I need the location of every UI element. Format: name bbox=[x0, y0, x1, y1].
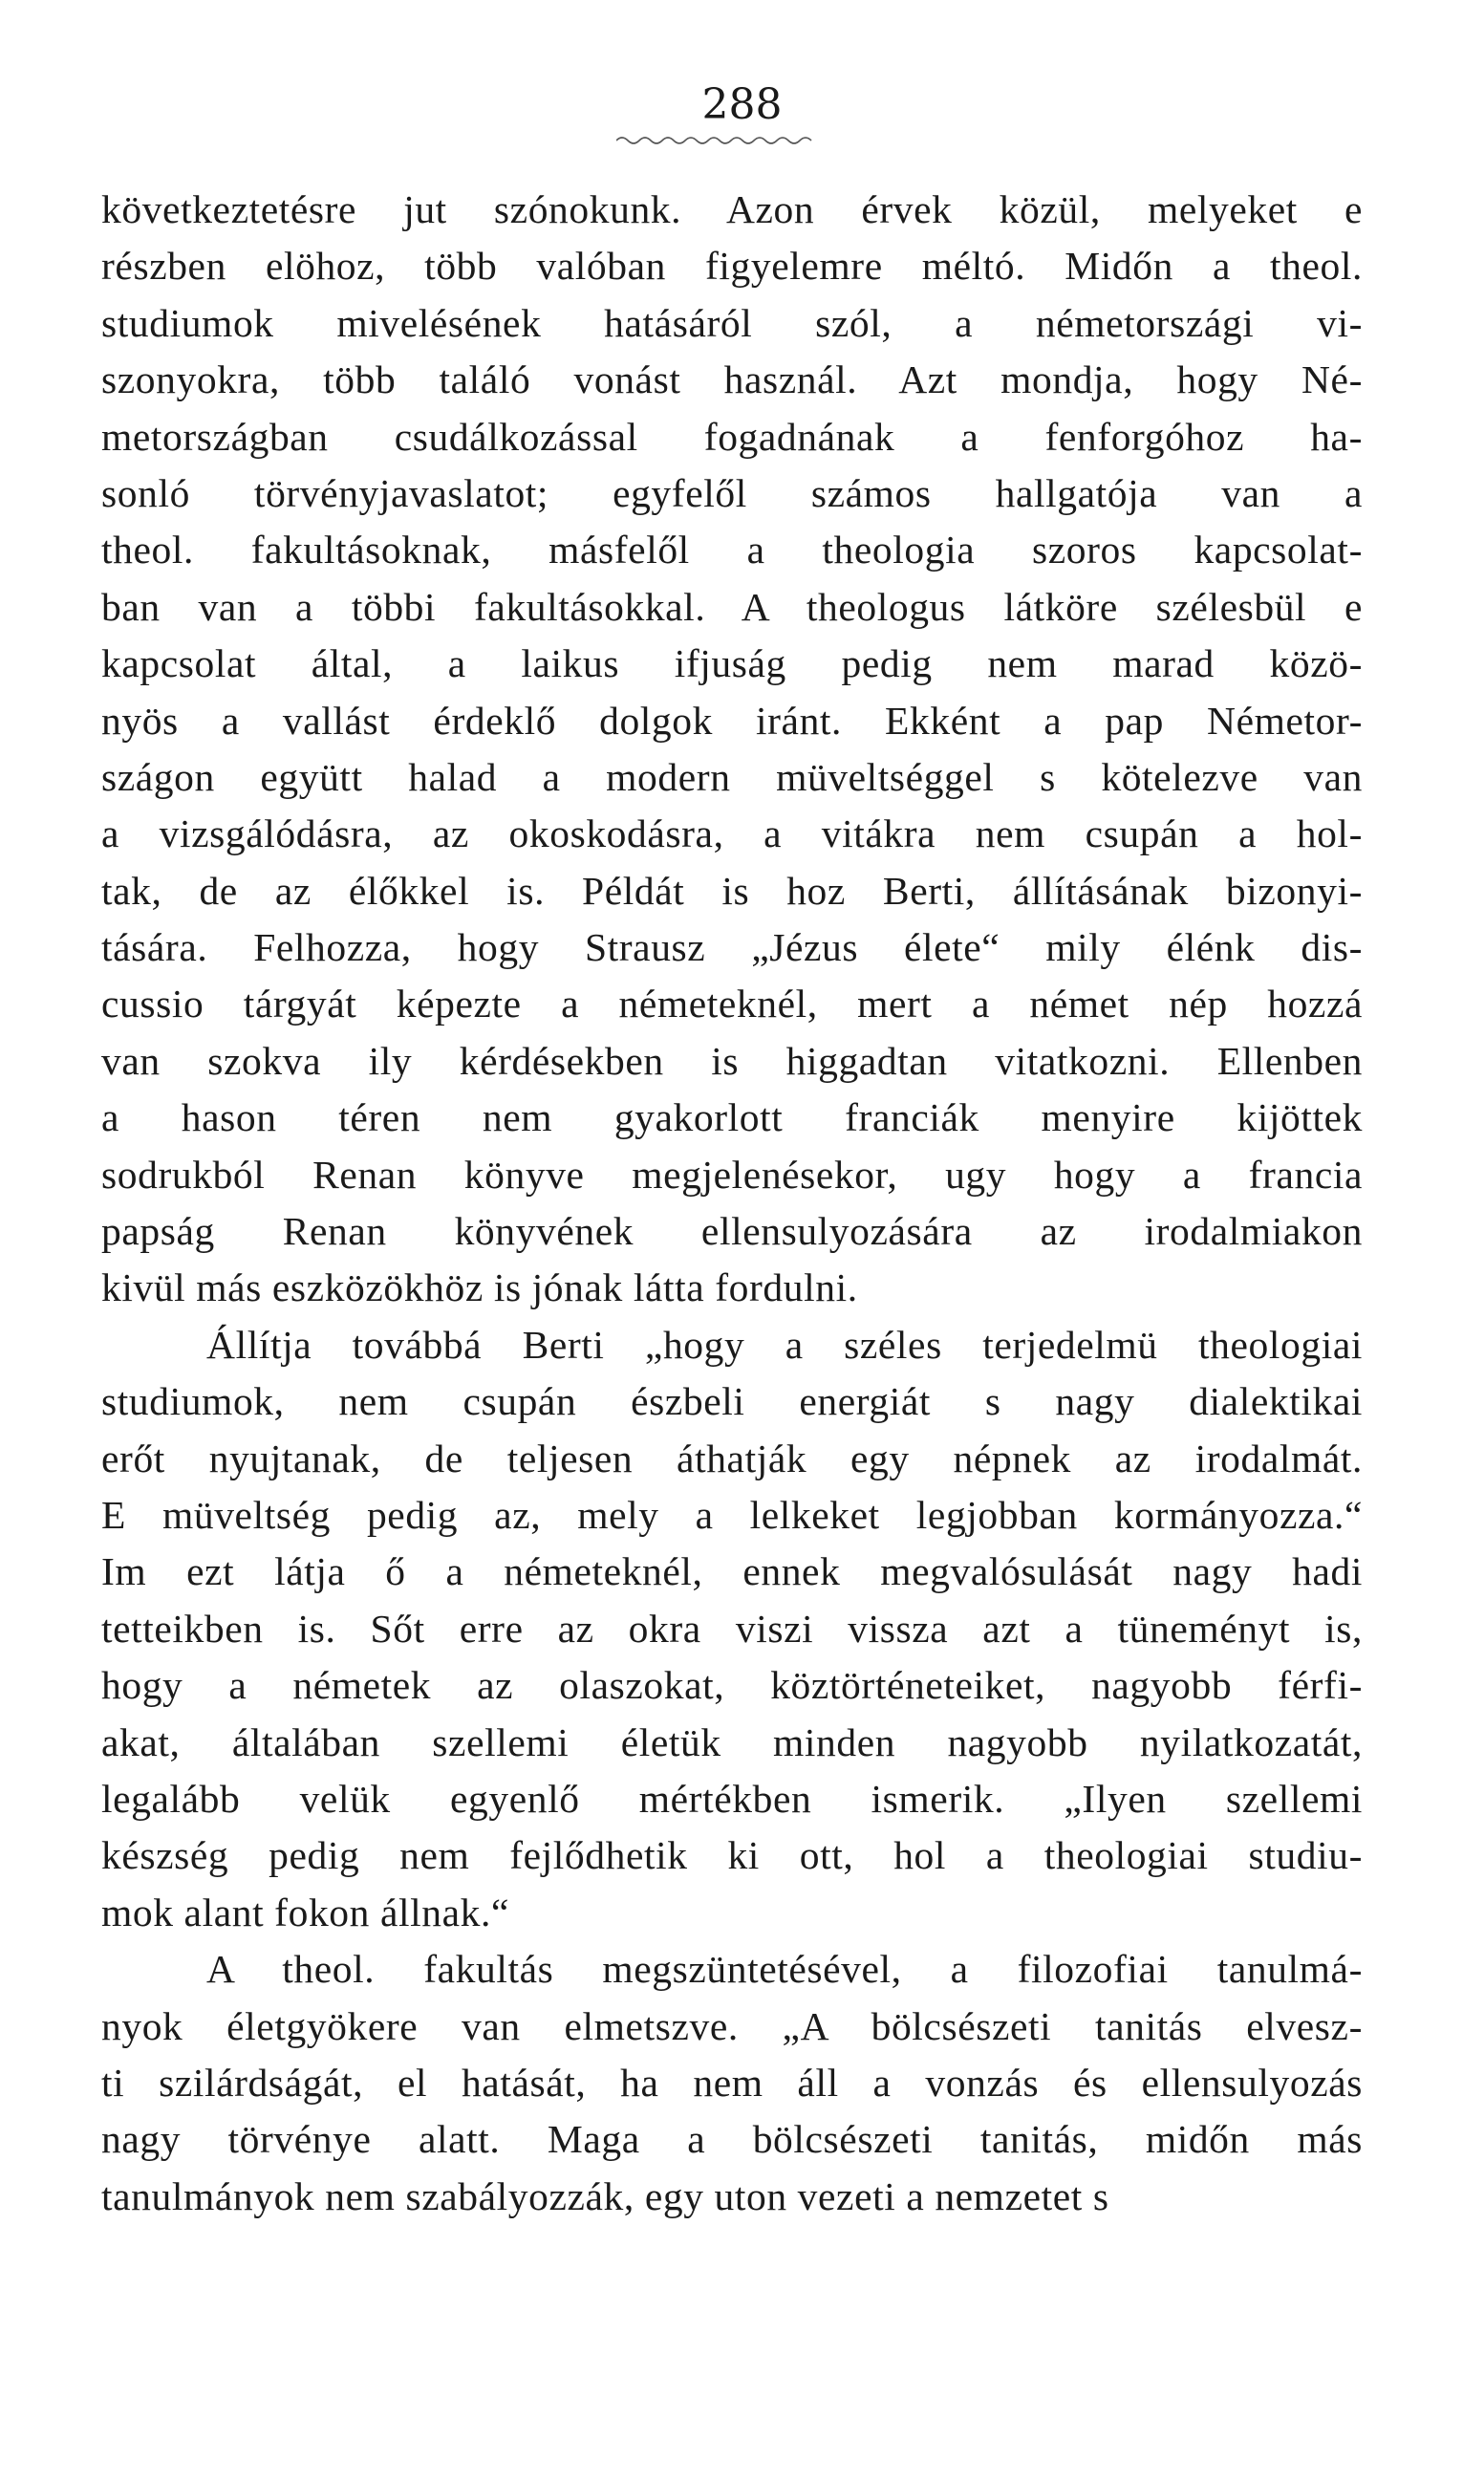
text-line: ti szilárdságát, el hatását, ha nem áll a vonzás és ellensulyozás bbox=[101, 2060, 1363, 2105]
text-line: sodrukból Renan könyve megjelenésekor, ugy hogy a francia bbox=[101, 1152, 1363, 1197]
text-line: E müveltség pedig az, mely a lelkeket legjobban kormányozza.“ bbox=[101, 1492, 1363, 1537]
text-line: theol. fakultásoknak, másfelől a theologia szoros kapcsolat- bbox=[101, 528, 1363, 573]
text-line: készség pedig nem fejlődhetik ki ott, hol a theologiai studiu- bbox=[101, 1833, 1363, 1878]
text-line: A theol. fakultás megszüntetésével, a filozofiai tanulmá- bbox=[206, 1947, 1363, 1992]
text-line: kapcsolat által, a laikus ifjuság pedig nem marad közö- bbox=[101, 641, 1363, 686]
text-line: tására. Felhozza, hogy Strausz „Jézus élete“ mily élénk dis- bbox=[101, 925, 1363, 970]
text-line: van szokva ily kérdésekben is higgadtan vitatkozni. Ellenben bbox=[101, 1038, 1363, 1083]
text-line: a hason téren nem gyakorlott franciák menyire kijöttek bbox=[101, 1095, 1363, 1140]
text-line: részben elöhoz, több valóban figyelemre méltó. Midőn a theol. bbox=[101, 244, 1363, 289]
text-line: nyös a vallást érdeklő dolgok iránt. Ekként a pap Németor- bbox=[101, 698, 1363, 743]
text-line: tanulmányok nem szabályozzák, egy uton vezeti a nemzetet s bbox=[101, 2173, 1109, 2218]
page-number: 288 bbox=[701, 80, 783, 129]
text-line: Állítja továbbá Berti „hogy a széles terjedelmü theologiai bbox=[206, 1322, 1363, 1367]
text-line: a vizsgálódásra, az okoskodásra, a vitákra nem csupán a hol- bbox=[101, 811, 1363, 856]
text-line: cussio tárgyát képezte a németeknél, mert a német nép hozzá bbox=[101, 982, 1363, 1026]
text-line: hogy a németek az olaszokat, köztörténeteiket, nagyobb férfi- bbox=[101, 1663, 1363, 1708]
text-line: kivül más eszközökhöz is jónak látta fordulni. bbox=[101, 1265, 858, 1310]
text-line: nyok életgyökere van elmetszve. „A bölcsészeti tanitás elvesz- bbox=[101, 2003, 1363, 2048]
text-line: sonló törvényjavaslatot; egyfelől számos hallgatója van a bbox=[101, 470, 1363, 515]
text-line: tak, de az élőkkel is. Példát is hoz Berti, állításának bizonyi- bbox=[101, 868, 1363, 913]
page-number-ornament bbox=[616, 134, 817, 147]
text-line: Im ezt látja ő a németeknél, ennek megvalósulását nagy hadi bbox=[101, 1549, 1363, 1594]
text-line: metországban csudálkozással fogadnának a fenforgóhoz ha- bbox=[101, 414, 1363, 459]
text-line: szágon együtt halad a modern müveltséggel s kötelezve van bbox=[101, 754, 1363, 799]
text-line: ban van a többi fakultásokkal. A theologus látköre szélesbül e bbox=[101, 584, 1363, 629]
text-line: legalább velük egyenlő mértékben ismerik. „Ilyen szellemi bbox=[101, 1776, 1363, 1821]
text-line: szonyokra, több találó vonást használ. Azt mondja, hogy Né- bbox=[101, 357, 1363, 402]
text-line: akat, általában szellemi életük minden nagyobb nyilatkozatát, bbox=[101, 1719, 1363, 1764]
text-line: studiumok, nem csupán észbeli energiát s nagy dialektikai bbox=[101, 1379, 1363, 1424]
text-line: studiumok mivelésének hatásáról szól, a németországi vi- bbox=[101, 300, 1363, 345]
text-line: papság Renan könyvének ellensulyozására az irodalmiakon bbox=[101, 1209, 1363, 1254]
text-line: mok alant fokon állnak.“ bbox=[101, 1890, 509, 1934]
text-line: tetteikben is. Sőt erre az okra viszi vissza azt a tüneményt is, bbox=[101, 1606, 1363, 1651]
text-line: nagy törvénye alatt. Maga a bölcsészeti tanitás, midőn más bbox=[101, 2117, 1363, 2162]
text-line: erőt nyujtanak, de teljesen áthatják egy népnek az irodalmát. bbox=[101, 1436, 1363, 1480]
body-text bbox=[101, 182, 1363, 2225]
text-line: következtetésre jut szónokunk. Azon érvek közül, melyeket e bbox=[101, 187, 1363, 231]
